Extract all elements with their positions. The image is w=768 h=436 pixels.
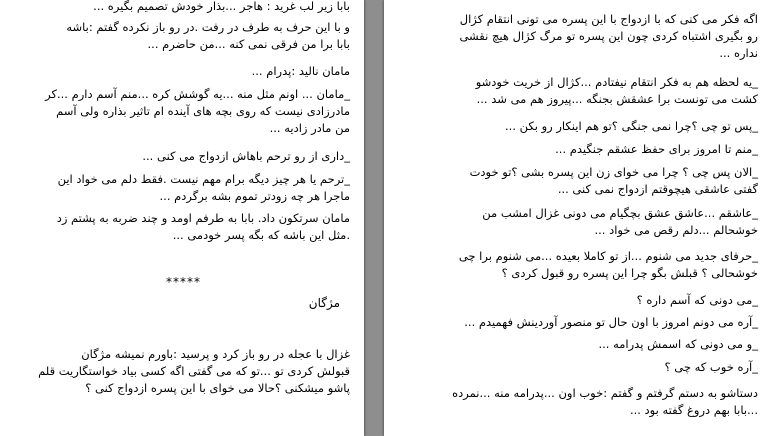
text-line: گفتی عاشقی هیچوقتم ازدواج نمی کنی ... — [557, 182, 758, 196]
text-line: اگه فکر می کنی که با ازدواج با این پسره می تونی انتقام کژال — [459, 12, 758, 26]
section-divider: ***** — [166, 275, 201, 289]
document-page-left[interactable] — [0, 0, 364, 436]
text-line: قبولش کردی تو ...تو که می گفتی اگه کسی بیاد خواستگاریت قلم — [38, 364, 350, 378]
paragraph — [93, 0, 350, 15]
paragraph — [66, 19, 350, 53]
paragraph — [452, 385, 758, 419]
paragraph — [482, 205, 758, 239]
paragraph — [45, 86, 350, 137]
paragraph — [476, 74, 758, 108]
paragraph — [252, 63, 350, 80]
text-line: _الان پس چی ؟ چرا می خوای زن این پسره بشی ؟تو خودت — [469, 165, 758, 179]
paragraph — [38, 346, 350, 397]
text-line: مادرزادی نیست که روی بچه های آینده ام تاثیر بذاره ولی آسم — [56, 104, 350, 118]
text-line: _می دونی که آسم داره ؟ — [636, 293, 758, 307]
paragraph — [459, 248, 758, 282]
paragraph — [58, 171, 350, 205]
text-line: دستاشو به دستم گرفتم و گفتم :خوب اون ...پدرامه منه ...نمرده — [452, 386, 758, 400]
text-line: غزال با عجله در رو باز کرد و پرسید :باورم نمیشه مژگان — [81, 347, 350, 361]
text-line: _آره می دونم امروز با اون حال تو منصور آوردینش فهمیدم ... — [464, 315, 758, 329]
paragraph — [637, 292, 758, 309]
paragraph — [464, 314, 758, 331]
paragraph — [57, 210, 350, 244]
text-line: _عاشقم ...عاشق عشق بچگیام می دونی غزال امشب من — [482, 206, 758, 220]
text-line: _پس تو چی ؟چرا نمی جنگی ؟تو هم اینکار رو بکن ... — [505, 119, 758, 133]
paragraph — [555, 141, 758, 158]
text-line: کشت می تونست برا عشقش بجنگه ...پیروز هم می شد ... — [476, 92, 758, 106]
text-line: _منم تا امروز برای حفظ عشقم جنگیدم ... — [555, 142, 758, 156]
paragraph — [665, 359, 758, 376]
text-line: ...بابا بهم دروغ گفته بود ... — [629, 403, 758, 417]
text-line: _و می دونی که اسمش پدرامه ... — [598, 337, 758, 351]
paragraph — [598, 336, 758, 353]
text-line: بابا زیر لب غرید : هاجر ...بذار خودش تصمیم بگیره ... — [93, 0, 350, 13]
text-line: _ترحم یا هر چیز دیگه برام مهم نیست .فقط دلم می خواد این — [57, 172, 350, 186]
paragraph — [470, 164, 758, 198]
paragraph — [459, 11, 758, 62]
text-line: ماجرا هر چه زودتر تموم بشه برگردم ... — [159, 189, 350, 203]
text-line: _آره خوب که چی ؟ — [664, 360, 758, 374]
text-line: مامان نالید :پدرام ... — [251, 64, 350, 78]
text-line: _داری از رو ترحم باهاش ازدواج می کنی ... — [142, 149, 350, 163]
text-line: پاشو میشکنی ؟حالا می خوای با این پسره ازدواج کنی ؟ — [85, 381, 350, 395]
text-line: نداره ... — [719, 46, 758, 60]
text-line: خوشحالی ؟ قبلش بگو چرا این پسره رو قبول کردی ؟ — [501, 266, 758, 280]
text-line: _یه لحظه هم به فکر انتقام نیفتادم ...کژال از خریت خودشو — [475, 75, 758, 89]
text-line: خوشحالم ...دلم رقص می خواد ... — [594, 223, 758, 237]
text-line: _مامان ... اونم مثل منه ...یه گوشش کره ...منم آسم دارم ...کر — [45, 87, 350, 101]
text-line: رو بگیری اشتباه کردی چون این پسره تو مرگ کژال هیچ نقشی — [459, 29, 758, 43]
paragraph — [505, 118, 758, 135]
document-page-right[interactable] — [384, 0, 768, 436]
text-line: بابا برا من فرقی نمی کنه ...من حاضرم ... — [147, 37, 350, 51]
paragraph — [142, 148, 350, 165]
text-line: و با این حرف به طرف در رفت .در رو باز نکرده گفتم :باشه — [66, 20, 350, 34]
text-line: _حرفای جدید می شنوم ...از تو کاملا بعیده ...می شنوم برا چی — [458, 249, 758, 263]
text-line: من مادر زادیه ... — [269, 121, 350, 135]
section-heading: مژگان — [308, 296, 340, 310]
text-line: مامان سرتکون داد. بابا به طرفم اومد و چند ضربه به پشتم زد — [56, 211, 350, 225]
text-line: .مثل این باشه که بگه پسر خودمی ... — [172, 228, 350, 242]
